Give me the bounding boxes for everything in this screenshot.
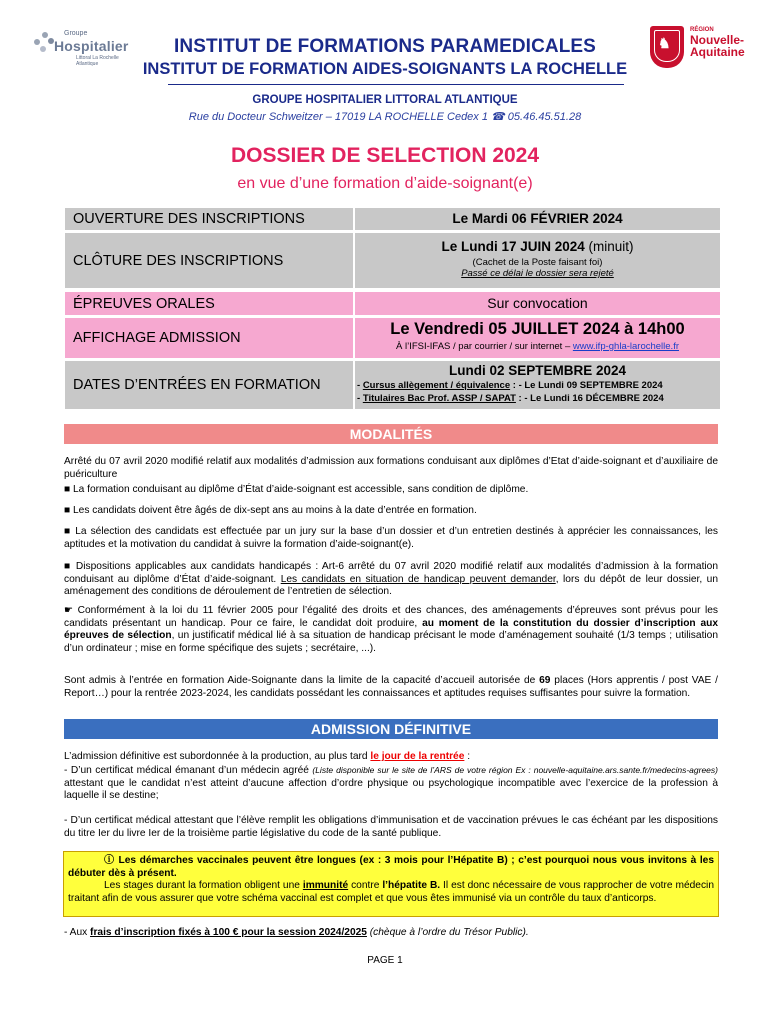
admission-intro: L’admission définitive est subordonnée à la production, au plus tard le jour de la rentrée :	[64, 751, 471, 762]
affichage-value-cell	[355, 318, 720, 358]
institute-title: INSTITUT DE FORMATIONS PARAMEDICALES	[174, 36, 596, 57]
entrees-value-cell	[355, 361, 720, 409]
modalites-handicap: ■ Dispositions applicables aux candidats handicapés : Art-6 arrêté du 07 avril 2020 modifié relatif aux modalités d’admission à la formation conduisant au diplôme d’État d’aide-soignant. Les candidats en situation de handicap peuvent demander, lors du dépôt de leur dossier, un aménagement des conditions de déroulement de l’entretien de sélection.	[64, 561, 718, 597]
logo-line2: Hospitalier	[54, 38, 129, 54]
affichage-value: Le Vendredi 05 JUILLET 2024 à 14h00	[390, 320, 685, 338]
entrees-label: DATES D’ENTRÉES EN FORMATION	[65, 361, 353, 409]
region-crest-icon: ♞	[650, 26, 684, 68]
epreuves-label: ÉPREUVES ORALES	[65, 292, 353, 315]
cloture-suffix: (minuit)	[588, 239, 634, 254]
cloture-note2: Passé ce délai le dossier sera rejeté	[461, 268, 614, 279]
website-link[interactable]: www.ifp-ghla-larochelle.fr	[572, 341, 679, 352]
dossier-title: DOSSIER DE SELECTION 2024	[230, 144, 540, 167]
entrees-line1: - Cursus allègement / équivalence : - Le Lundi 09 SEPTEMBRE 2024	[357, 380, 663, 391]
affichage-note: À l’IFSI-IFAS / par courrier / sur internet –	[396, 341, 571, 352]
affichage-label: AFFICHAGE ADMISSION	[65, 318, 353, 358]
modalites-capacite: Sont admis à l’entrée en formation Aide-Soignante dans la limite de la capacité d’accueil autorisée de 69 places (Hors apprentis / post VAE / Report…) pour la rentrée 2023-2024, les candidats possédant les connaissances et aptitudes requises suffisantes pour suivre la formation.	[64, 675, 718, 699]
cloture-note1: (Cachet de la Poste faisant foi)	[472, 257, 603, 268]
page-number: PAGE 1	[367, 955, 403, 966]
ouverture-value: Le Mardi 06 FÉVRIER 2024	[355, 208, 720, 230]
admission-certificat-medical: - D’un certificat médical émanant d’un médecin agréé (Liste disponible sur le site de l’ARS de votre région Ex : nouvelle-aquitaine.ars.sante.fr/medecins-agrees) attestant que le candidat n’est atteint d’aucune affection d’ordre physique ou psychologique incompatible avec l’exercice de la profession à laquelle il se destine;	[64, 765, 718, 801]
modalites-heading: MODALITÉS	[64, 424, 718, 444]
vaccination-notice-line2: Les stages durant la formation obligent une immunité contre l’hépatite B. Il est donc nécessaire de vous rapprocher de votre médecin traitant afin de vous assurer que votre schéma vaccinal est complet et que vous êtes immunisé via un contrôle du taux d’anticorps.	[68, 880, 714, 904]
modalites-intro: Arrêté du 07 avril 2020 modifié relatif aux modalités d’admission aux formations conduisant aux diplômes d’Etat d’aide-soignant et d’auxiliaire de puériculture	[64, 456, 718, 480]
epreuves-value: Sur convocation	[355, 292, 720, 315]
group-name: GROUPE HOSPITALIER LITTORAL ATLANTIQUE	[252, 94, 518, 106]
modalites-bullet-age: ■ Les candidats doivent être âgés de dix-sept ans au moins à la date d’entrée en formation.	[64, 505, 477, 516]
vaccination-notice-line1: ⓘ Les démarches vaccinales peuvent être longues (ex : 3 mois pour l’Hépatite B) ; c’est pourquoi nous vous invitons à les débuter dès à présent.	[68, 855, 714, 879]
admission-fee: - Aux frais d’inscription fixés à 100 € pour la session 2024/2025 (chèque à l’ordre du Trésor Public).	[64, 927, 529, 938]
modalites-loi-2005: ☛ Conformément à la loi du 11 février 2005 pour l’égalité des droits et des chances, des aménagements d’épreuves sont prévus pour les candidats présentant un handicap. Pour ce faire, le candidat doit produire, au moment de la constitution du dossier d’inscription aux épreuves de sélection, un justificatif médical lié à sa situation de handicap précisant le mode d’aménagement souhaité (1/3 temps ; utilisation d’un ordinateur ; mise en forme spécifique des sujets ; secrétaire, ...).	[64, 605, 718, 654]
ouverture-label: OUVERTURE DES INSCRIPTIONS	[65, 208, 353, 230]
region-label: RÉGION	[690, 27, 714, 33]
vaccination-notice	[63, 851, 719, 917]
cloture-value-cell	[355, 233, 720, 288]
entrees-line2: - Titulaires Bac Prof. ASSP / SAPAT : - Le Lundi 16 DÉCEMBRE 2024	[357, 393, 664, 404]
modalites-bullet-jury: ■ La sélection des candidats est effectuée par un jury sur la base d’un dossier et d’un entretien destinés à apprécier les connaissances, les aptitudes et la motivation du candidat à suivre la formation d’aide-soignant(e).	[64, 526, 718, 550]
dossier-subtitle: en vue d’une formation d’aide-soignant(e)	[237, 175, 533, 192]
cloture-value: Le Lundi 17 JUIN 2024	[441, 239, 585, 254]
address: Rue du Docteur Schweitzer – 17019 LA ROCHELLE Cedex 1 ☎ 05.46.45.51.28	[188, 111, 582, 123]
admission-certificat-vaccination: - D’un certificat médical attestant que l’élève remplit les obligations d’immunisation et de vaccination prévues le cas échéant par les dispositions du titre Ier du livre Ier de la troisième partie législative du code de la santé publique.	[64, 815, 718, 839]
logo-line3: Littoral La Rochelle Atlantique	[76, 55, 119, 67]
institute-subtitle: INSTITUT DE FORMATION AIDES-SOIGNANTS LA ROCHELLE	[142, 60, 628, 78]
logo-line1: Groupe	[64, 30, 88, 37]
region-name: Nouvelle- Aquitaine	[690, 33, 745, 59]
modalites-bullet-diplome: ■ La formation conduisant au diplôme d’État d’aide-soignant est accessible, sans condition de diplôme.	[64, 484, 529, 495]
admission-heading: ADMISSION DÉFINITIVE	[64, 719, 718, 739]
entrees-value: Lundi 02 SEPTEMBRE 2024	[448, 363, 627, 378]
cloture-label: CLÔTURE DES INSCRIPTIONS	[65, 233, 353, 288]
header-divider	[168, 84, 624, 85]
